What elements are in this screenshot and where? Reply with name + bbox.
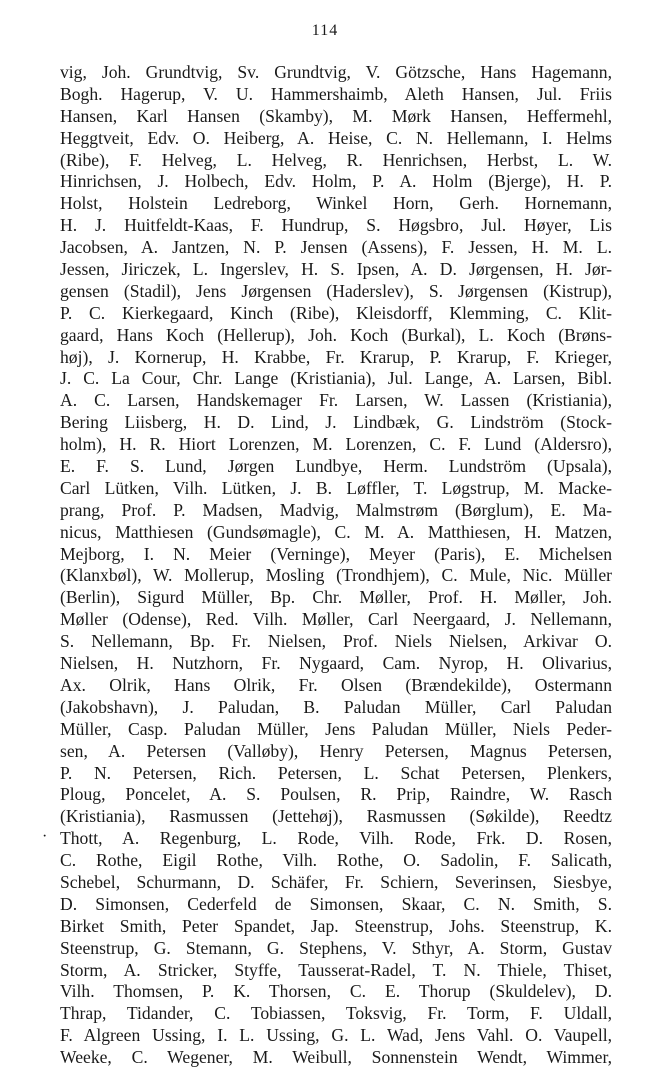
text-line: Thrap, Tidander, C. Tobiassen, Toksvig, Fr. Torm, F. Uldall,	[60, 1003, 612, 1024]
text-line: Birket Smith, Peter Spandet, Jap. Steenstrup, Johs. Steenstrup, K.	[60, 915, 612, 936]
text-line: Thott, A. Regenburg, L. Rode, Vilh. Rode, Frk. D. Rosen,	[60, 828, 612, 849]
text-line: (Berlin), Sigurd Müller, Bp. Chr. Møller, Prof. H. Møller, Joh.	[60, 587, 612, 608]
text-line: Vilh. Thomsen, P. K. Thorsen, C. E. Thorup (Skuldelev), D.	[60, 981, 612, 1002]
text-line: Mejborg, I. N. Meier (Verninge), Meyer (Paris), E. Michelsen	[60, 543, 612, 564]
text-line: P. C. Kierkegaard, Kinch (Ribe), Kleisdorff, Klemming, C. Klit-	[60, 302, 612, 323]
text-line: Ax. Olrik, Hans Olrik, Fr. Olsen (Brændekilde), Ostermann	[60, 674, 612, 695]
text-line: gaard, Hans Koch (Hellerup), Joh. Koch (Burkal), L. Koch (Brøns-	[60, 324, 612, 345]
text-line: F. Algreen Ussing, I. L. Ussing, G. L. Wad, Jens Vahl. O. Vaupell,	[60, 1025, 612, 1046]
text-line: P. N. Petersen, Rich. Petersen, L. Schat Petersen, Plenkers,	[60, 762, 612, 783]
text-line: vig, Joh. Grundtvig, Sv. Grundtvig, V. Götzsche, Hans Hagemann,	[60, 62, 612, 82]
text-line: Jacobsen, A. Jantzen, N. P. Jensen (Assens), F. Jessen, H. M. L.	[60, 237, 612, 258]
text-line: H. J. Huitfeldt-Kaas, F. Hundrup, S. Høgsbro, Jul. Høyer, Lis	[60, 215, 612, 236]
text-line: A. C. Larsen, Handskemager Fr. Larsen, W. Lassen (Kristiania),	[60, 390, 612, 411]
text-line: (Klanxbøl), W. Mollerup, Mosling (Trondhjem), C. Mule, Nic. Müller	[60, 565, 612, 586]
text-line: Jessen, Jiriczek, L. Ingerslev, H. S. Ipsen, A. D. Jørgensen, H. Jør-	[60, 259, 612, 280]
text-line: J. C. La Cour, Chr. Lange (Kristiania), Jul. Lange, A. Larsen, Bibl.	[60, 368, 612, 389]
text-line: C. Rothe, Eigil Rothe, Vilh. Rothe, O. Sadolin, F. Salicath,	[60, 850, 612, 871]
text-line: D. Simonsen, Cederfeld de Simonsen, Skaar, C. N. Smith, S.	[60, 893, 612, 914]
text-line: Carl Lütken, Vilh. Lütken, J. B. Løffler, T. Løgstrup, M. Macke-	[60, 477, 612, 498]
text-line: (Kristiania), Rasmussen (Jettehøj), Rasmussen (Søkilde), Reedtz	[60, 806, 612, 827]
text-line: Ploug, Poncelet, A. S. Poulsen, R. Prip, Raindre, W. Rasch	[60, 784, 612, 805]
text-line: Schebel, Schurmann, D. Schäfer, Fr. Schiern, Severinsen, Siesbye,	[60, 871, 612, 892]
margin-mark: ·	[42, 828, 48, 845]
text-line: Müller, Casp. Paludan Müller, Jens Paludan Müller, Niels Peder-	[60, 718, 612, 739]
text-line: Storm, A. Stricker, Styffe, Tausserat-Radel, T. N. Thiele, Thiset,	[60, 959, 612, 980]
text-line: gensen (Stadil), Jens Jørgensen (Haderslev), S. Jørgensen (Kistrup),	[60, 280, 612, 301]
text-line: (Jakobshavn), J. Paludan, B. Paludan Müller, Carl Paludan	[60, 696, 612, 717]
text-line: Heggtveit, Edv. O. Heiberg, A. Heise, C. N. Hellemann, I. Helms	[60, 127, 612, 148]
text-line: (Ribe), F. Helveg, L. Helveg, R. Henrichsen, Herbst, L. W.	[60, 149, 612, 170]
text-line: sen, A. Petersen (Valløby), Henry Petersen, Magnus Petersen,	[60, 740, 612, 761]
body-text	[60, 62, 612, 1069]
text-line: nicus, Matthiesen (Gundsømagle), C. M. A. Matthiesen, H. Matzen,	[60, 521, 612, 542]
text-line: Holst, Holstein Ledreborg, Winkel Horn, Gerh. Hornemann,	[60, 193, 612, 214]
text-line: prang, Prof. P. Madsen, Madvig, Malmstrøm (Børglum), E. Ma-	[60, 499, 612, 520]
text-line: Bering Liisberg, H. D. Lind, J. Lindbæk, G. Lindström (Stock-	[60, 412, 612, 433]
text-line: Hansen, Karl Hansen (Skamby), M. Mørk Hansen, Heffermehl,	[60, 105, 612, 126]
text-line: E. F. S. Lund, Jørgen Lundbye, Herm. Lundström (Upsala),	[60, 456, 612, 477]
page-number: 114	[311, 22, 339, 39]
text-line: Møller (Odense), Red. Vilh. Møller, Carl Neergaard, J. Nellemann,	[60, 609, 612, 630]
text-line: S. Nellemann, Bp. Fr. Nielsen, Prof. Niels Nielsen, Arkivar O.	[60, 631, 612, 652]
text-line: høj), J. Kornerup, H. Krabbe, Fr. Krarup, P. Krarup, F. Krieger,	[60, 346, 612, 367]
text-line: Weeke, C. Wegener, M. Weibull, Sonnenstein Wendt, Wimmer,	[60, 1047, 612, 1068]
text-line: Bogh. Hagerup, V. U. Hammershaimb, Aleth Hansen, Jul. Friis	[60, 83, 612, 104]
text-line: Nielsen, H. Nutzhorn, Fr. Nygaard, Cam. Nyrop, H. Olivarius,	[60, 653, 612, 674]
text-line: Steenstrup, G. Stemann, G. Stephens, V. Sthyr, A. Storm, Gustav	[60, 937, 612, 958]
text-line: Hinrichsen, J. Holbech, Edv. Holm, P. A. Holm (Bjerge), H. P.	[60, 171, 612, 192]
text-line: holm), H. R. Hiort Lorenzen, M. Lorenzen, C. F. Lund (Aldersro),	[60, 434, 612, 455]
